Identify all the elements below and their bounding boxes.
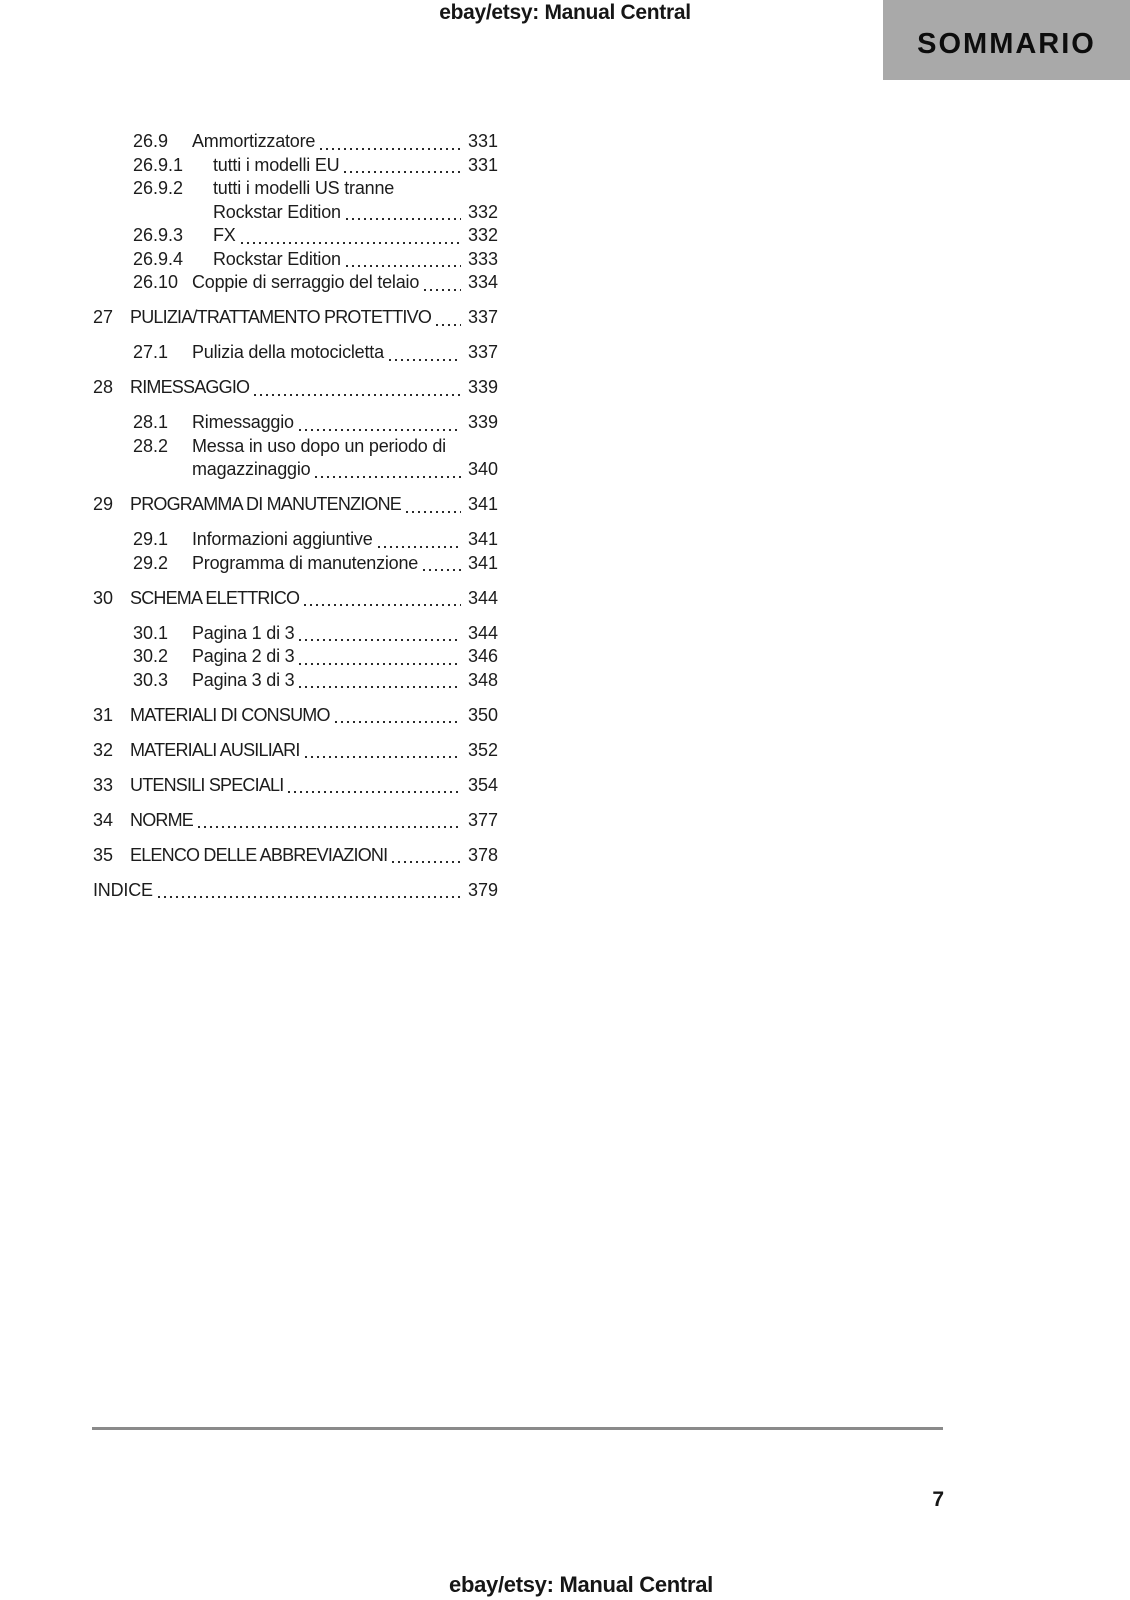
toc-entry	[93, 669, 498, 693]
dot-leader	[346, 218, 461, 220]
toc-entry-line	[93, 177, 498, 201]
toc-entry-title: tutti i modelli US tranne	[213, 178, 395, 198]
toc-entry-number: 30.3	[133, 669, 169, 690]
toc-entry	[93, 248, 498, 272]
toc-entry	[93, 224, 498, 248]
toc-entry-number: 27.1	[133, 342, 169, 362]
toc-entry	[93, 774, 498, 798]
toc-entry-line	[93, 435, 498, 459]
toc-entry-title: Pagina 3 di 3	[192, 669, 295, 690]
toc-entry-page: 332	[468, 201, 499, 222]
toc-entry-line	[93, 248, 498, 272]
toc-entry	[93, 493, 498, 517]
toc-entry-line	[93, 341, 498, 365]
toc-entry-page: 331	[468, 154, 499, 175]
toc-entry	[93, 177, 498, 224]
dot-leader	[315, 476, 461, 478]
toc-entry-line	[93, 552, 498, 576]
toc-entry	[93, 587, 498, 611]
toc-entry-line	[93, 458, 498, 482]
toc-entry-line	[93, 154, 498, 178]
toc-entry-page: 350	[468, 704, 499, 725]
toc-entry-line	[93, 879, 498, 903]
toc-entry-line	[93, 528, 498, 552]
toc-entry-line	[93, 130, 498, 154]
toc-entry	[93, 739, 498, 763]
toc-entry	[93, 622, 498, 646]
toc-entry-number: 33	[93, 774, 114, 795]
toc-entry-line	[93, 669, 498, 693]
toc-entry-page: 378	[468, 844, 499, 865]
toc-entry-title: SCHEMA ELETTRICO	[130, 587, 300, 608]
dot-leader	[378, 546, 461, 548]
toc-entry-line	[93, 306, 498, 330]
toc-entry-number: 32	[93, 739, 114, 760]
toc-entry-number: 26.9.1	[133, 154, 184, 175]
toc-entry	[93, 645, 498, 669]
toc-entry	[93, 306, 498, 330]
toc-entry-title: Pagina 2 di 3	[192, 646, 295, 666]
dot-leader	[304, 604, 461, 606]
dot-leader	[436, 324, 461, 326]
toc-entry-number: 26.10	[133, 272, 179, 292]
toc-entry-number: 26.9.3	[133, 225, 184, 245]
toc-entry-title: Messa in uso dopo un periodo di	[192, 435, 446, 456]
toc-entry-page: 331	[468, 131, 499, 151]
dot-leader	[241, 242, 461, 244]
footer-rule	[92, 1427, 943, 1430]
toc-entry-number: 34	[93, 809, 114, 830]
toc-entry-line	[93, 411, 498, 435]
toc-entry-title: PULIZIA/TRATTAMENTO PROTETTIVO	[130, 307, 432, 327]
toc-entry-number: 29.1	[133, 529, 169, 549]
toc-entry-page: 333	[468, 248, 499, 269]
toc-entry	[93, 809, 498, 833]
toc-entry-title: Coppie di serraggio del telaio	[192, 272, 420, 292]
toc	[93, 130, 498, 902]
sommario-banner	[883, 0, 1130, 80]
toc-entry-number: 28.1	[133, 412, 169, 432]
toc-entry-page: 352	[468, 739, 499, 760]
dot-leader	[406, 511, 461, 513]
toc-entry-page: 337	[468, 307, 499, 327]
toc-entry	[93, 154, 498, 178]
toc-entry-page: 379	[468, 879, 499, 900]
toc-entry-number: 30	[93, 587, 114, 608]
toc-entry-page: 354	[468, 774, 499, 795]
dot-leader	[389, 359, 461, 361]
toc-entry-page: 377	[468, 809, 499, 830]
dot-leader	[198, 826, 461, 828]
toc-entry-line	[93, 271, 498, 295]
toc-entry-line	[93, 809, 498, 833]
dot-leader	[254, 394, 461, 396]
dot-leader	[305, 756, 461, 758]
toc-entry-number: 30.2	[133, 646, 169, 666]
toc-entry	[93, 435, 498, 482]
toc-entry-page: 339	[468, 377, 499, 397]
page-footer-text: ebay/etsy: Manual Central	[449, 1572, 713, 1597]
dot-leader	[299, 429, 461, 431]
dot-leader	[320, 148, 461, 150]
toc-entry-title: Rockstar Edition	[213, 248, 341, 269]
toc-entry-title: PROGRAMMA DI MANUTENZIONE	[130, 494, 402, 514]
toc-entry	[93, 879, 498, 903]
dot-leader	[344, 171, 461, 173]
toc-entry	[93, 376, 498, 400]
toc-entry-title: MATERIALI AUSILIARI	[130, 739, 300, 760]
toc-entry-number: 31	[93, 704, 114, 725]
toc-entry-number: 35	[93, 844, 114, 865]
toc-entry-number: 26.9.4	[133, 248, 184, 269]
toc-entry-title: Ammortizzatore	[192, 131, 316, 151]
toc-entry-page: 346	[468, 646, 499, 666]
toc-entry-line	[93, 493, 498, 517]
toc-entry-title: NORME	[130, 809, 193, 830]
dot-leader	[392, 861, 461, 863]
page-number: 7	[932, 1488, 944, 1511]
toc-entry-title: Rockstar Edition	[213, 201, 341, 222]
toc-entry-number: 28.2	[133, 435, 169, 456]
toc-entry-line	[93, 844, 498, 868]
toc-entry-number: 30.1	[133, 622, 169, 643]
dot-leader	[299, 639, 461, 641]
toc-entry	[93, 844, 498, 868]
toc-entry-title: Programma di manutenzione	[192, 552, 419, 573]
toc-entry-line	[93, 376, 498, 400]
toc-entry-number: 26.9.2	[133, 178, 184, 198]
dot-leader	[299, 686, 461, 688]
toc-entry-title: Pulizia della motocicletta	[192, 342, 384, 362]
dot-leader	[288, 791, 461, 793]
dot-leader	[423, 569, 461, 571]
toc-entry-line	[93, 587, 498, 611]
page-footer	[0, 1572, 1130, 1598]
toc-entry-number: 29	[93, 494, 114, 514]
toc-entry-page: 344	[468, 622, 499, 643]
dot-leader	[346, 265, 461, 267]
toc-entry	[93, 528, 498, 552]
toc-entry	[93, 271, 498, 295]
dot-leader	[335, 721, 461, 723]
dot-leader	[424, 289, 461, 291]
toc-entry-page: 339	[468, 412, 499, 432]
toc-entry-line	[93, 739, 498, 763]
toc-entry-page: 348	[468, 669, 499, 690]
toc-entry-number: 29.2	[133, 552, 169, 573]
toc-entry-number: 27	[93, 307, 114, 327]
toc-entry-line	[93, 622, 498, 646]
toc-entry-title: ELENCO DELLE ABBREVIAZIONI	[130, 844, 388, 865]
toc-entry-number: 26.9	[133, 131, 169, 151]
toc-entry-page: 332	[468, 225, 499, 245]
toc-entry	[93, 704, 498, 728]
toc-entry-page: 341	[468, 552, 499, 573]
toc-entry-page: 334	[468, 272, 499, 292]
toc-entry-page: 337	[468, 342, 499, 362]
toc-entry-title: RIMESSAGGIO	[130, 377, 250, 397]
toc-entry	[93, 552, 498, 576]
toc-entry-title: Rimessaggio	[192, 412, 294, 432]
sommario-label: SOMMARIO	[917, 27, 1096, 60]
toc-entry	[93, 411, 498, 435]
toc-entry-page: 341	[468, 494, 499, 514]
toc-entry-page: 340	[468, 459, 499, 479]
toc-entry-title: UTENSILI SPECIALI	[130, 774, 284, 795]
toc-entry-title: FX	[213, 225, 236, 245]
toc-entry-title: INDICE	[93, 879, 153, 900]
toc-entry-title: magazzinaggio	[192, 459, 311, 479]
toc-entry-title: Pagina 1 di 3	[192, 622, 295, 643]
toc-entry-line	[93, 774, 498, 798]
toc-entry-title: MATERIALI DI CONSUMO	[130, 704, 330, 725]
toc-entry	[93, 341, 498, 365]
toc-entry-title: Informazioni aggiuntive	[192, 529, 373, 549]
page-header-text: ebay/etsy: Manual Central	[439, 1, 691, 24]
toc-entry-line	[93, 201, 498, 225]
dot-leader	[299, 663, 461, 665]
toc-entry	[93, 130, 498, 154]
toc-entry-line	[93, 645, 498, 669]
toc-entry-line	[93, 704, 498, 728]
toc-entry-number: 28	[93, 377, 114, 397]
toc-entry-page: 344	[468, 587, 499, 608]
toc-entry-title: tutti i modelli EU	[213, 154, 340, 175]
dot-leader	[158, 896, 461, 898]
toc-entry-page: 341	[468, 529, 499, 549]
toc-entry-line	[93, 224, 498, 248]
